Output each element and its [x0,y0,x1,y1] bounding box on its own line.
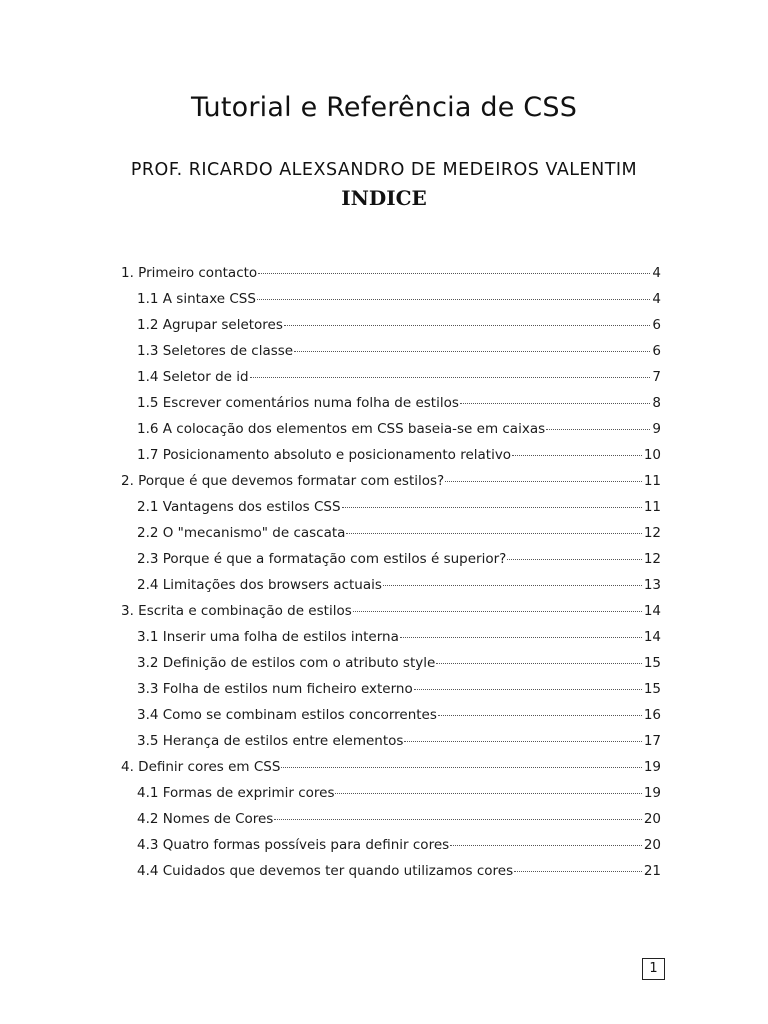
toc-entry-page: 10 [643,447,661,463]
toc-entry-label: 1.3 Seletores de classe [137,343,294,359]
toc-entry-label: 1.7 Posicionamento absoluto e posicionamento relativo [137,447,512,463]
toc-dot-leader [414,688,642,690]
toc-entry[interactable] [121,468,661,494]
toc-dot-leader [546,428,650,430]
toc-entry-label: 2.1 Vantagens dos estilos CSS [137,499,341,515]
toc-entry[interactable] [137,338,661,364]
toc-entry-label: 1. Primeiro contacto [121,265,258,281]
toc-entry-page: 12 [643,551,661,567]
toc-entry-page: 13 [643,577,661,593]
toc-dot-leader [404,740,641,742]
toc-entry[interactable] [137,390,661,416]
toc-entry[interactable] [137,858,661,884]
toc-entry[interactable] [137,442,661,468]
toc-entry[interactable] [137,312,661,338]
toc-entry-label: 3.2 Definição de estilos com o atributo style [137,655,436,671]
toc-entry-page: 20 [643,837,661,853]
toc-dot-leader [450,844,642,846]
toc-entry-page: 16 [643,707,661,723]
toc-entry[interactable] [137,650,661,676]
toc-dot-leader [294,350,650,352]
toc-dot-leader [445,480,642,482]
toc-entry[interactable] [137,286,661,312]
toc-dot-leader [438,714,642,716]
toc-entry[interactable] [137,572,661,598]
toc-entry-label: 4. Definir cores em CSS [121,759,281,775]
toc-entry-page: 12 [643,525,661,541]
document-author: PROF. RICARDO ALEXSANDRO DE MEDEIROS VALENTIM [130,160,638,180]
index-heading: INDICE [341,186,427,210]
toc-entry-label: 4.3 Quatro formas possíveis para definir cores [137,837,450,853]
toc-dot-leader [353,610,642,612]
toc-entry-page: 14 [643,629,661,645]
page-number: 1 [642,958,665,980]
toc-entry-label: 3.3 Folha de estilos num ficheiro externo [137,681,413,697]
toc-entry-label: 2.2 O "mecanismo" de cascata [137,525,346,541]
toc-entry[interactable] [137,520,661,546]
toc-entry-page: 19 [643,759,661,775]
toc-entry-page: 15 [643,681,661,697]
toc-dot-leader [281,766,641,768]
toc-entry[interactable] [137,494,661,520]
toc-entry-label: 2. Porque é que devemos formatar com estilos? [121,473,445,489]
toc-dot-leader [507,558,641,560]
toc-entry-page: 11 [643,473,661,489]
toc-entry-label: 1.6 A colocação dos elementos em CSS baseia-se em caixas [137,421,546,437]
toc-entry[interactable] [137,780,661,806]
toc-entry[interactable] [137,364,661,390]
toc-dot-leader [335,792,641,794]
toc-entry-page: 6 [652,317,661,333]
toc-entry[interactable] [121,260,661,286]
toc-dot-leader [346,532,641,534]
toc-entry-page: 17 [643,733,661,749]
toc-entry-page: 19 [643,785,661,801]
toc-entry-page: 7 [652,369,661,385]
toc-entry-label: 2.4 Limitações dos browsers actuais [137,577,382,593]
toc-entry-label: 1.5 Escrever comentários numa folha de estilos [137,395,459,411]
toc-entry[interactable] [137,546,661,572]
toc-dot-leader [250,376,651,378]
toc-dot-leader [258,272,650,274]
toc-dot-leader [436,662,642,664]
toc-entry-label: 1.2 Agrupar seletores [137,317,283,333]
toc-entry-label: 3.1 Inserir uma folha de estilos interna [137,629,399,645]
document-title: Tutorial e Referência de CSS [190,92,578,123]
toc-entry-page: 8 [652,395,661,411]
toc-entry-page: 20 [643,811,661,827]
toc-entry-page: 4 [652,291,661,307]
toc-entry-page: 9 [652,421,661,437]
toc-dot-leader [460,402,651,404]
toc-entry[interactable] [137,806,661,832]
toc-entry-label: 4.4 Cuidados que devemos ter quando utilizamos cores [137,863,514,879]
toc-entry-page: 4 [652,265,661,281]
toc-entry-page: 15 [643,655,661,671]
toc-dot-leader [274,818,641,820]
toc-dot-leader [400,636,642,638]
toc-dot-leader [512,454,642,456]
toc-entry[interactable] [137,728,661,754]
toc-entry[interactable] [137,832,661,858]
toc-entry-label: 3. Escrita e combinação de estilos [121,603,352,619]
toc-entry-page: 11 [643,499,661,515]
toc-entry-label: 4.1 Formas de exprimir cores [137,785,335,801]
toc-entry-page: 6 [652,343,661,359]
toc-entry[interactable] [137,702,661,728]
toc-entry[interactable] [137,416,661,442]
toc-dot-leader [514,870,642,872]
toc-dot-leader [257,298,650,300]
toc-entry-label: 2.3 Porque é que a formatação com estilos é superior? [137,551,507,567]
toc-dot-leader [342,506,642,508]
toc-entry[interactable] [121,598,661,624]
toc-entry[interactable] [121,754,661,780]
toc-entry[interactable] [137,624,661,650]
toc-entry-label: 3.5 Herança de estilos entre elementos [137,733,404,749]
toc-entry-label: 3.4 Como se combinam estilos concorrentes [137,707,437,723]
toc-dot-leader [383,584,642,586]
toc-entry-label: 4.2 Nomes de Cores [137,811,274,827]
toc-entry[interactable] [137,676,661,702]
toc-entry-page: 21 [643,863,661,879]
toc-entry-label: 1.4 Seletor de id [137,369,249,385]
table-of-contents [0,260,768,884]
toc-dot-leader [284,324,651,326]
toc-entry-page: 14 [643,603,661,619]
toc-entry-label: 1.1 A sintaxe CSS [137,291,256,307]
